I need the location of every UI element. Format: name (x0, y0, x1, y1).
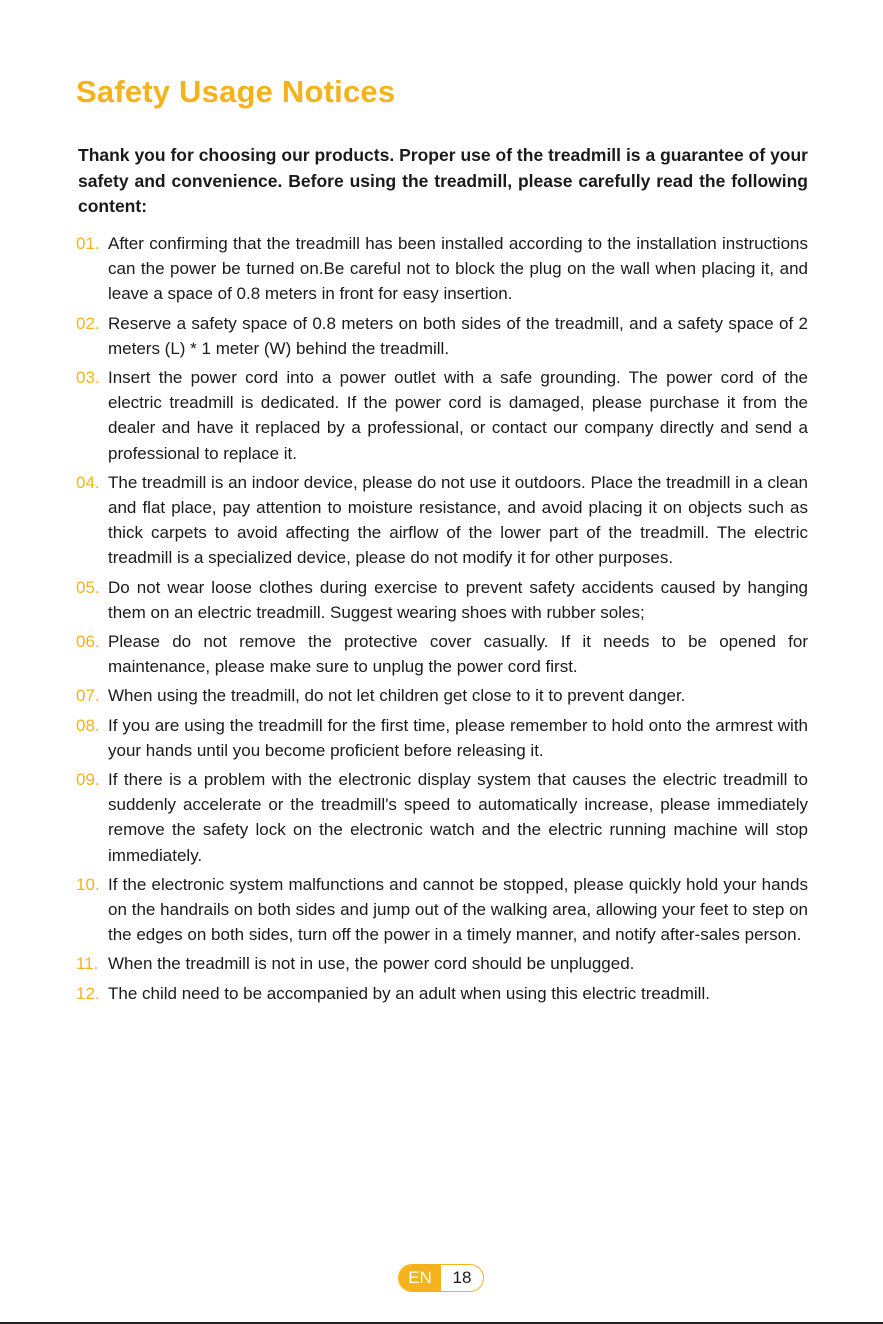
item-text: When the treadmill is not in use, the power cord should be unplugged. (108, 954, 635, 974)
language-label: EN (399, 1265, 441, 1291)
item-number: 06. (76, 632, 100, 652)
list-item (76, 713, 808, 763)
list-item (76, 629, 808, 679)
list-item (76, 767, 808, 868)
intro-paragraph: Thank you for choosing our products. Proper use of the treadmill is a guarantee of your safety and convenience. Before using the treadmill, please carefully read the following content: (78, 145, 808, 216)
page-number-badge (398, 1264, 484, 1292)
item-number: 07. (76, 686, 100, 706)
item-number: 09. (76, 770, 100, 790)
item-number: 11. (76, 954, 99, 974)
item-text: If you are using the treadmill for the first time, please remember to hold onto the armrest with your hands until you become proficient before releasing it. (108, 715, 808, 760)
list-item (76, 311, 808, 361)
safety-notice-list (76, 231, 808, 1010)
item-text: When using the treadmill, do not let children get close to it to prevent danger. (108, 686, 686, 706)
item-text: If the electronic system malfunctions and cannot be stopped, please quickly hold your hands on the handrails on both sides and jump out of the walking area, allowing your feet to step on the edges on both sides, turn off the power in a timely manner, and notify after-sales person. (108, 874, 808, 945)
list-item (76, 872, 808, 948)
list-item (76, 951, 808, 976)
item-text: Do not wear loose clothes during exercise to prevent safety accidents caused by hanging them on an electric treadmill. Suggest wearing shoes with rubber soles; (108, 577, 808, 622)
list-item (76, 470, 808, 571)
item-text: Insert the power cord into a power outlet with a safe grounding. The power cord of the electric treadmill is dedicated. If the power cord is damaged, please purchase it from the dealer and have it replaced by a professional, or contact our company directly and send a professional to replace it. (108, 368, 808, 463)
item-number: 01. (76, 234, 100, 253)
item-text: If there is a problem with the electronic display system that causes the electric treadmill to suddenly accelerate or the treadmill's speed to automatically increase, please immediately remove the safety lock on the electronic watch and the electric running machine will stop immediately. (108, 770, 808, 865)
item-number: 04. (76, 472, 100, 492)
list-item (76, 231, 808, 307)
list-item (76, 365, 808, 466)
item-number: 03. (76, 368, 100, 388)
list-item (76, 683, 808, 708)
item-text: The child need to be accompanied by an adult when using this electric treadmill. (108, 983, 710, 1003)
item-number: 12. (76, 983, 100, 1003)
item-number: 05. (76, 577, 100, 597)
item-text: After confirming that the treadmill has been installed according to the installation instructions can the power be turned on.Be careful not to block the plug on the wall when placing it, and leave a space of 0.8 meters in front for easy insertion. (108, 234, 808, 304)
item-text: Please do not remove the protective cover casually. If it needs to be opened for maintenance, please make sure to unplug the power cord first. (108, 632, 808, 677)
item-number: 10. (76, 874, 100, 894)
page-title: Safety Usage Notices (76, 74, 396, 109)
item-text: The treadmill is an indoor device, please do not use it outdoors. Place the treadmill in a clean and flat place, pay attention to moisture resistance, and avoid placing it on objects such as thick carpets to avoid affecting the airflow of the lower part of the treadmill. The electric treadmill is a specialized device, please do not modify it for other purposes. (108, 472, 808, 568)
item-number: 08. (76, 715, 100, 735)
list-item (76, 981, 808, 1006)
page-number: 18 (452, 1268, 472, 1287)
item-text: Reserve a safety space of 0.8 meters on both sides of the treadmill, and a safety space of 2 meters (L) * 1 meter (W) behind the treadmill. (108, 313, 808, 358)
item-number: 02. (76, 313, 100, 333)
list-item (76, 575, 808, 625)
